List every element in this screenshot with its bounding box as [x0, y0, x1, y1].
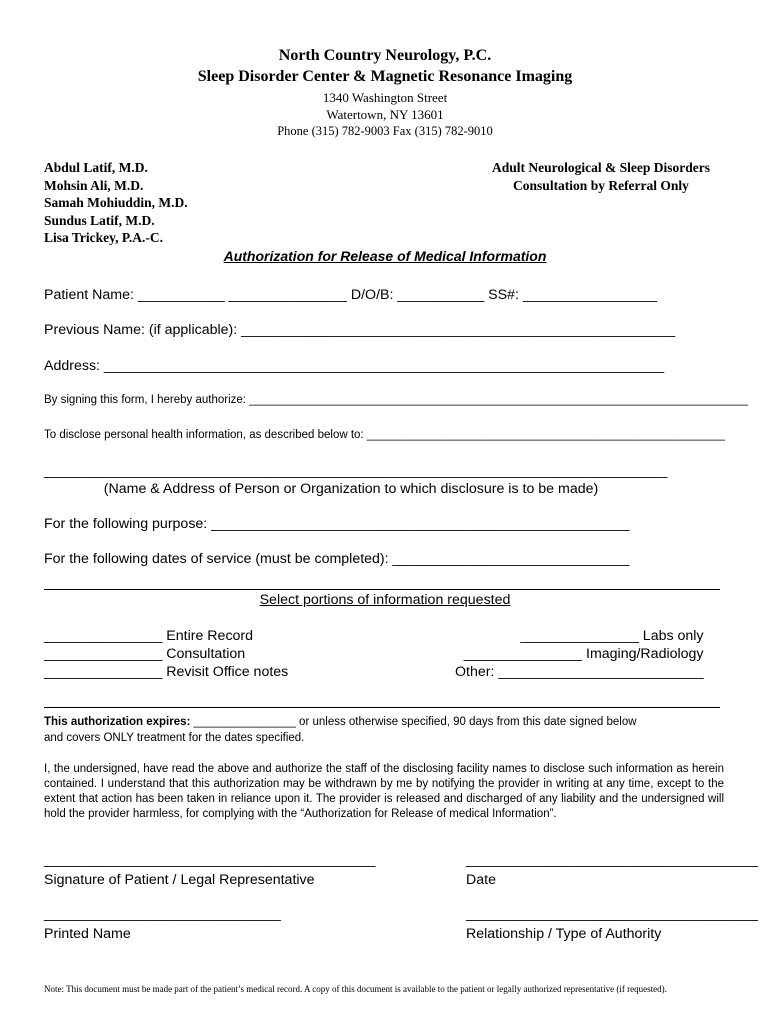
date-label: Date — [466, 872, 496, 888]
specialty-heading — [470, 159, 732, 194]
practice-name: North Country Neurology, P.C. — [278, 47, 492, 64]
footer-note: Note: This document must be made part of the patient’s medical record. A copy of this document is available to the patient or legally authorized representative (if requested). — [44, 984, 667, 994]
disclose-to-field[interactable]: To disclose personal health information, as described below to: ________________________________________________________ — [44, 429, 725, 441]
portions-right-column — [455, 627, 704, 681]
practice-subtitle: Sleep Disorder Center & Magnetic Resonance Imaging — [197, 68, 573, 85]
relationship-line[interactable]: _____________________________________ — [466, 906, 758, 922]
expiry-line-2: and covers ONLY treatment for the dates specified. — [44, 732, 305, 744]
portions-left-column — [44, 627, 288, 681]
consent-paragraph: I, the undersigned, have read the above and authorize the staff of the disclosing facility names to disclose such information as herein contained. I understand that this authorization may be withdrawn by me by notifying the provider in writing at any time, except to the extent that action has been taken in reliance upon it. The provider is released and discharged of any liability and the undersigned will hold the provider harmless, for complying with the “Authorization for Release of medical Information”. — [44, 763, 724, 820]
recipient-blank-line[interactable]: _______________________________________________________________________________ — [44, 463, 668, 479]
specialty-line: Consultation by Referral Only — [513, 177, 689, 193]
address-field[interactable]: Address: _______________________________________________________________________ — [44, 358, 665, 374]
previous-name-field[interactable]: Previous Name: (if applicable): _______________________________________________________ — [44, 322, 676, 338]
signature-line[interactable]: __________________________________________ — [44, 852, 376, 868]
provider-name: Mohsin Ali, M.D. — [44, 177, 144, 193]
phone-fax: Phone (315) 782-9003 Fax (315) 782-9010 — [277, 124, 493, 138]
relationship-label: Relationship / Type of Authority — [466, 926, 662, 942]
authorize-field[interactable]: By signing this form, I hereby authorize: ______________________________________________________________________________ — [44, 394, 749, 406]
printed-name-label: Printed Name — [44, 926, 131, 942]
portion-option[interactable]: Other: __________________________ — [455, 664, 704, 680]
section-divider — [44, 707, 720, 708]
portion-option[interactable]: _______________ Entire Record — [44, 628, 254, 644]
portion-option[interactable]: _______________ Revisit Office notes — [44, 664, 289, 680]
provider-name: Samah Mohiuddin, M.D. — [44, 195, 188, 210]
purpose-field[interactable]: For the following purpose: _____________________________________________________ — [44, 516, 630, 532]
expiry-label: This authorization expires: — [44, 716, 191, 728]
date-line[interactable]: _____________________________________ — [466, 852, 758, 868]
provider-name: Abdul Latif, M.D. — [44, 160, 148, 175]
patient-info-field[interactable]: Patient Name: ___________ _______________ D/O/B: ___________ SS#: _________________ — [44, 287, 657, 303]
recipient-caption: (Name & Address of Person or Organization to which disclosure is to be made) — [103, 481, 599, 497]
expiry-field[interactable]: ________________ or unless otherwise specified, 90 days from this date signed below — [190, 716, 637, 728]
section-divider — [44, 589, 720, 590]
form-title: Authorization for Release of Medical Information — [223, 248, 547, 264]
portion-option[interactable]: _______________ Imaging/Radiology — [463, 646, 704, 662]
provider-list — [44, 159, 188, 247]
portion-option[interactable]: _______________ Labs only — [520, 628, 704, 644]
city-address: Watertown, NY 13601 — [326, 107, 444, 122]
provider-name: Sundus Latif, M.D. — [44, 212, 155, 228]
street-address: 1340 Washington Street — [322, 90, 448, 105]
portions-heading: Select portions of information requested — [259, 592, 511, 608]
portion-option[interactable]: _______________ Consultation — [44, 646, 246, 662]
specialty-line: Adult Neurological & Sleep Disorders — [492, 160, 710, 175]
dates-of-service-field[interactable]: For the following dates of service (must be completed): ______________________________ — [44, 551, 630, 567]
printed-name-line[interactable]: ______________________________ — [44, 906, 281, 922]
expiry-line — [44, 716, 637, 728]
signature-label: Signature of Patient / Legal Representative — [44, 872, 315, 888]
provider-name: Lisa Trickey, P.A.-C. — [44, 230, 164, 245]
